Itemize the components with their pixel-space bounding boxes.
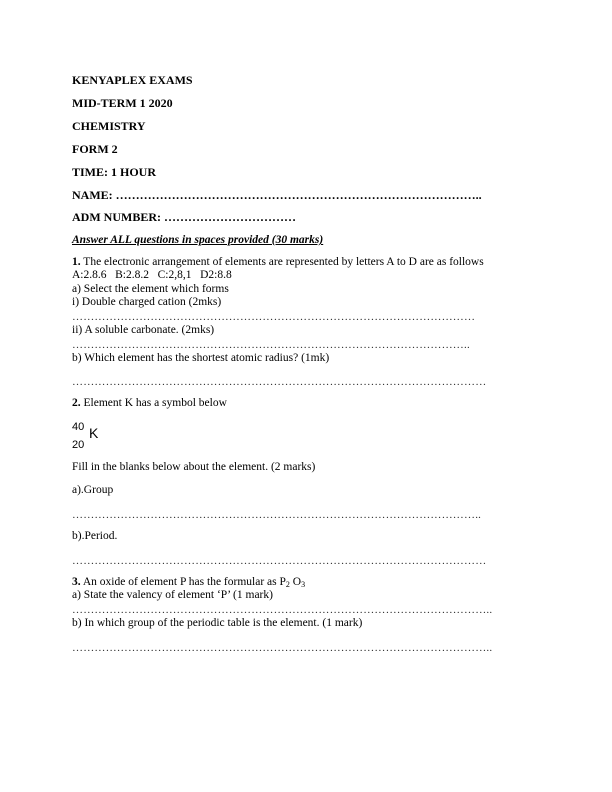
q1-part-a: a) Select the element which forms: [72, 283, 229, 295]
q1-answer-line-3[interactable]: …………………………………………………………………………………………………: [72, 377, 487, 388]
adm-label: ADM NUMBER:: [72, 210, 161, 224]
q3-answer-line-b[interactable]: …………………………………………………………………………………………………..: [72, 643, 493, 654]
adm-number-field[interactable]: [72, 210, 296, 225]
q2-answer-line-a[interactable]: ………………………………………………………………………………………………..: [72, 510, 482, 521]
form-level: FORM 2: [72, 142, 118, 156]
nuclide-symbol: [72, 421, 112, 455]
q2-instruction: Fill in the blanks below about the element. (2 marks): [72, 461, 316, 473]
q3-sub-o: 3: [301, 580, 306, 589]
atomic-number: 20: [72, 439, 85, 451]
q1-answer-line-2[interactable]: ……………………………………………………………………………………………..: [72, 340, 470, 351]
element-symbol: K: [89, 425, 99, 441]
name-label: NAME:: [72, 188, 113, 202]
mass-number: 40: [72, 421, 85, 433]
q1-part-a-i: i) Double charged cation (2mks): [72, 296, 222, 308]
adm-dots: ……………………………: [164, 210, 296, 224]
q3-text: An oxide of element P has the formular as P: [82, 576, 286, 588]
name-field[interactable]: [72, 188, 482, 203]
q2-stem: [72, 398, 227, 410]
q1-answer-line-1[interactable]: ………………………………………………………………………………………………: [72, 312, 476, 323]
q2-part-b: b).Period.: [72, 530, 118, 542]
q1-text: The electronic arrangement of elements are represented by letters A to D are as follows: [83, 256, 484, 268]
q3-number: 3.: [72, 576, 81, 588]
q1-stem: [72, 257, 484, 269]
q3-sub-p: 2: [285, 580, 290, 589]
name-dots: ………………………………………………………………………………..: [115, 188, 482, 202]
exam-title: MID-TERM 1 2020: [72, 96, 173, 110]
q2-number: 2.: [72, 397, 81, 409]
q1-part-b: b) Which element has the shortest atomic radius? (1mk): [72, 352, 330, 364]
q2-text: Element K has a symbol below: [83, 397, 227, 409]
exam-time: TIME: 1 HOUR: [72, 165, 156, 179]
q3-answer-line-a[interactable]: …………………………………………………………………………………………………..: [72, 605, 493, 616]
q1-options: A:2.8.6 B:2.8.2 C:2,8,1 D2:8.8: [72, 269, 232, 281]
q2-answer-line-b[interactable]: …………………………………………………………………………………………………: [72, 556, 487, 567]
q3-part-a: a) State the valency of element ‘P’ (1 mark): [72, 589, 273, 601]
q3-stem: [72, 577, 305, 589]
q1-part-a-ii: ii) A soluble carbonate. (2mks): [72, 324, 215, 336]
q3-oxygen: O: [289, 576, 302, 588]
school-name: KENYAPLEX EXAMS: [72, 73, 193, 87]
q2-part-a: a).Group: [72, 484, 114, 496]
instructions: Answer ALL questions in spaces provided (30 marks): [72, 234, 324, 246]
q1-number: 1.: [72, 256, 81, 268]
subject: CHEMISTRY: [72, 119, 146, 133]
q3-part-b: b) In which group of the periodic table is the element. (1 mark): [72, 617, 363, 629]
